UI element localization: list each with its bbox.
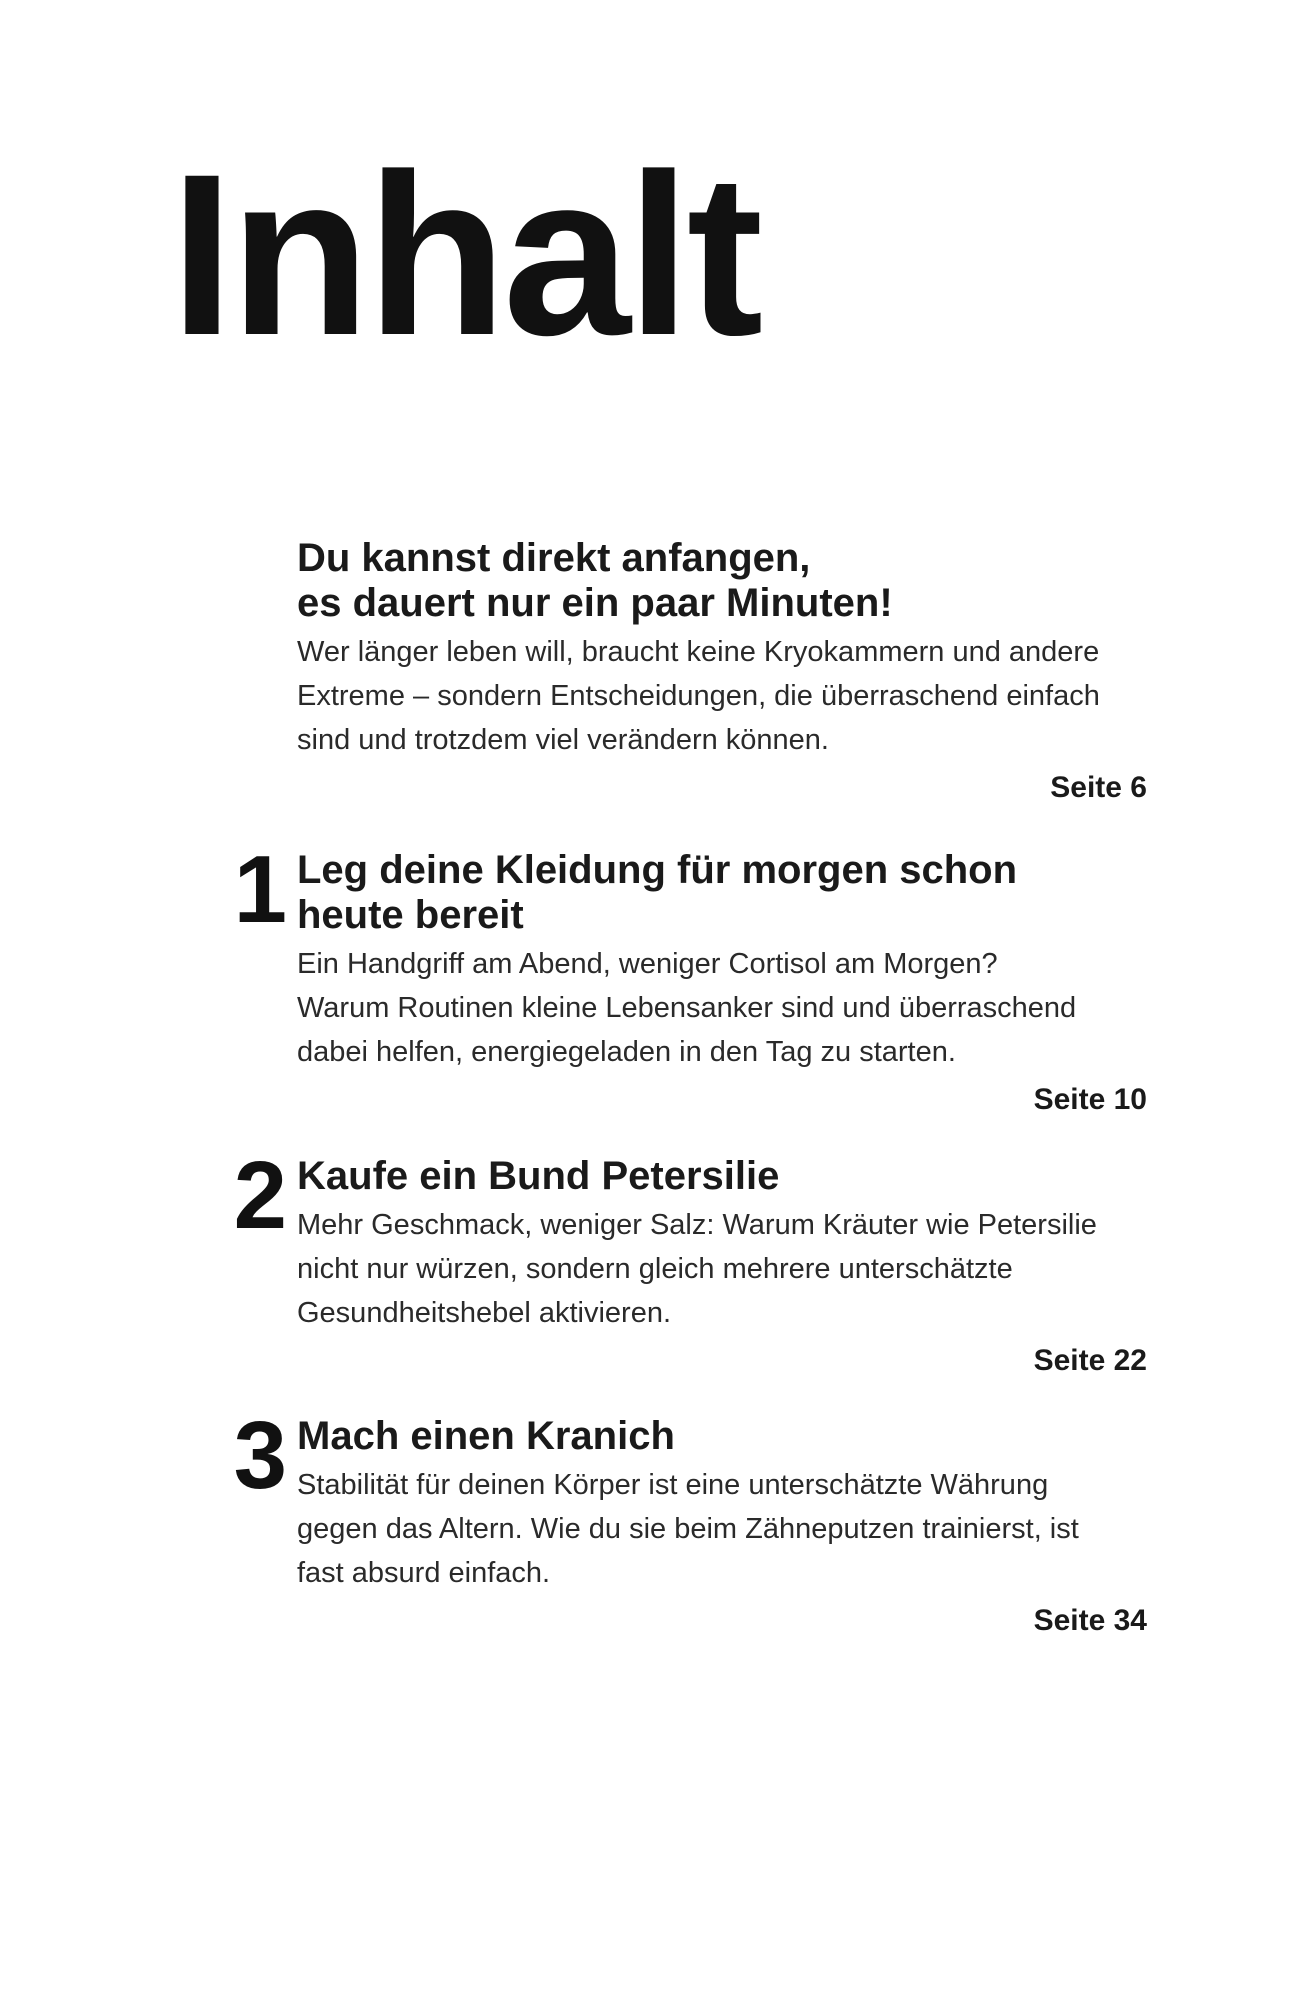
entry-description <box>297 942 1147 1074</box>
entry-title <box>297 1414 1147 1459</box>
entry-title <box>297 1154 1147 1199</box>
entry-description-line: Stabilität für deinen Körper ist eine unterschätzte Währung <box>297 1469 1049 1501</box>
entry-title-line: es dauert nur ein paar Minuten! <box>297 581 893 625</box>
toc-entry-intro[interactable] <box>297 536 1147 808</box>
entry-title-line: Du kannst direkt anfangen, <box>297 536 811 580</box>
entry-description-line: nicht nur würzen, sondern gleich mehrere unterschätzte <box>297 1253 1013 1285</box>
entry-title-line: heute bereit <box>297 893 524 937</box>
toc-entry-1[interactable] <box>233 836 1147 1120</box>
entry-description-line: Extreme – sondern Entscheidungen, die überraschend einfach <box>297 680 1100 712</box>
entry-description-line: Warum Routinen kleine Lebensanker sind und überraschend <box>297 992 1077 1024</box>
entry-description-line: Ein Handgriff am Abend, weniger Cortisol am Morgen? <box>297 948 998 980</box>
entry-number: 1 <box>233 836 285 943</box>
entry-number: 3 <box>233 1402 285 1509</box>
entry-number: 2 <box>233 1142 285 1249</box>
toc-entry-2[interactable] <box>233 1142 1147 1381</box>
entry-page-reference: Seite 22 <box>1033 1344 1147 1377</box>
entry-description-line: sind und trotzdem viel verändern können. <box>297 724 829 756</box>
entry-title-line: Kaufe ein Bund Petersilie <box>297 1154 780 1198</box>
entry-description-line: dabei helfen, energiegeladen in den Tag zu starten. <box>297 1036 956 1068</box>
entry-description <box>297 630 1147 762</box>
toc-entry-3[interactable] <box>233 1402 1147 1641</box>
entry-title <box>297 536 1147 626</box>
entry-description <box>297 1463 1147 1595</box>
entry-page-reference: Seite 10 <box>1033 1083 1147 1116</box>
entry-page-reference: Seite 6 <box>1050 771 1147 804</box>
entry-description-line: gegen das Altern. Wie du sie beim Zähneputzen trainierst, ist <box>297 1513 1079 1545</box>
entry-description-line: Gesundheitshebel aktivieren. <box>297 1297 672 1329</box>
entry-page-reference: Seite 34 <box>1033 1604 1147 1637</box>
entry-title <box>297 848 1147 938</box>
entry-description-line: Wer länger leben will, braucht keine Kryokammern und andere <box>297 636 1100 668</box>
entry-title-line: Leg deine Kleidung für morgen schon <box>297 848 1018 892</box>
entry-description-line: Mehr Geschmack, weniger Salz: Warum Kräuter wie Petersilie <box>297 1209 1097 1241</box>
page-title: Inhalt <box>170 126 760 383</box>
entry-description <box>297 1203 1147 1335</box>
entry-description-line: fast absurd einfach. <box>297 1557 551 1589</box>
entry-title-line: Mach einen Kranich <box>297 1414 675 1458</box>
